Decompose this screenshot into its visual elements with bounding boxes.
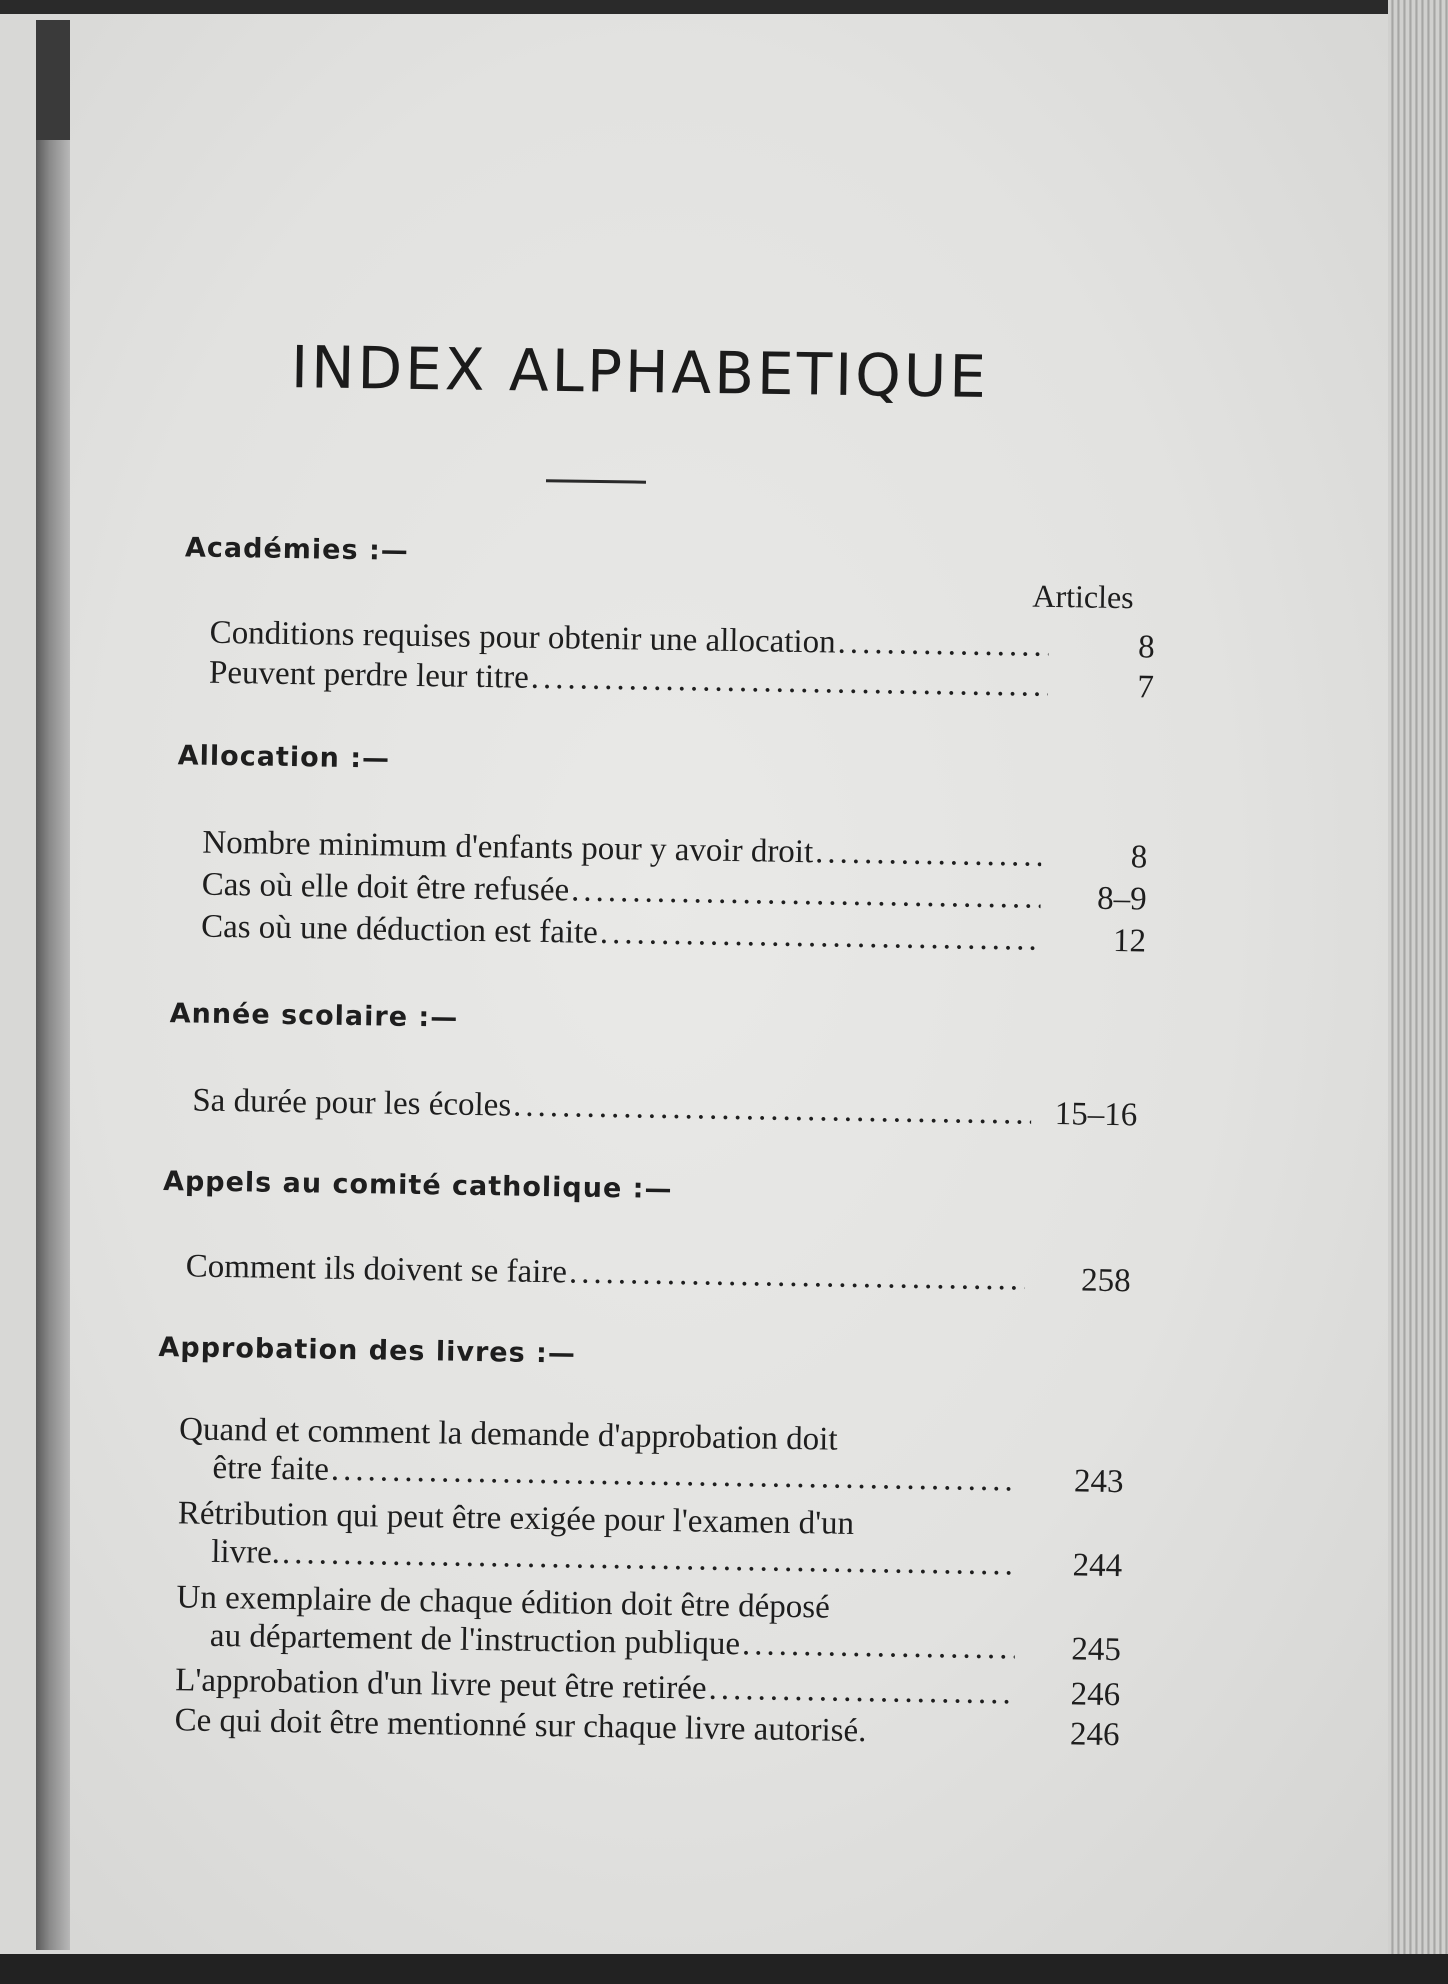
leader-dots	[837, 623, 1049, 666]
leader-dots	[708, 1669, 1014, 1714]
index-heading: Académies :—	[184, 532, 409, 567]
entry-text: Sa durée pour les écoles	[192, 1082, 512, 1124]
entry-text: L'approbation d'un livre peut être retirée	[174, 1662, 707, 1707]
leader-dots	[569, 1252, 1025, 1299]
index-heading: Allocation :—	[177, 740, 391, 775]
index-heading: Année scolaire :—	[169, 998, 459, 1034]
leader-dots	[513, 1086, 1032, 1134]
index-entry	[177, 1494, 1123, 1585]
index-entry	[178, 1410, 1124, 1501]
entry-text: Peuvent perdre leur titre	[208, 654, 530, 696]
entry-article-number: 8	[1130, 839, 1148, 876]
leader-dots	[571, 870, 1041, 917]
entry-article-number: 246	[1070, 1676, 1121, 1714]
page-stack-edge	[1388, 0, 1448, 1984]
leader-dots	[531, 658, 1049, 706]
index-entry	[176, 1578, 1122, 1669]
entry-text: Cas où elle doit être refusée	[201, 866, 570, 909]
entry-text: Conditions requises pour obtenir une allocation	[209, 614, 836, 661]
entry-article-number: 8–9	[1096, 880, 1147, 918]
entry-text: Quand et comment la demande d'approbation doit	[178, 1411, 838, 1458]
entry-article-number: 8	[1137, 629, 1155, 666]
entry-text: Cas où une déduction est faite	[200, 908, 599, 951]
entry-text-continued: être faite	[212, 1449, 330, 1488]
entry-text: Rétribution qui peut être exigée pour l'examen d'un	[177, 1495, 855, 1542]
entry-article-number: 246	[1069, 1716, 1120, 1754]
entry-article-number: 258	[1080, 1262, 1131, 1300]
articles-column-label: Articles	[1032, 577, 1134, 616]
index-heading: Approbation des livres :—	[158, 1332, 577, 1370]
leader-dots	[600, 913, 1041, 960]
entry-article-number: 244	[1072, 1547, 1123, 1585]
entry-text-continued: livre.	[210, 1533, 281, 1571]
leader-dots	[742, 1625, 1015, 1667]
index-entry	[192, 1081, 1138, 1136]
index-entry	[185, 1246, 1131, 1301]
entry-text: Nombre minimum d'enfants pour y avoir droit	[202, 824, 814, 871]
book-spine-shadow	[36, 20, 70, 140]
entry-text: Comment ils doivent se faire	[185, 1248, 568, 1291]
entry-article-number: 243	[1073, 1463, 1124, 1501]
entry-article-number: 12	[1112, 922, 1147, 960]
entry-text: Ce qui doit être mentionné sur chaque livre autorisé.	[174, 1702, 867, 1750]
entry-text: Un exemplaire de chaque édition doit être déposé	[176, 1579, 831, 1626]
entry-article-number: 245	[1071, 1631, 1122, 1669]
index-content	[55, 0, 1185, 1948]
page-title: INDEX ALPHABETIQUE	[290, 333, 990, 411]
entry-text-continued: au département de l'instruction publique	[209, 1617, 741, 1663]
leader-dots	[815, 832, 1042, 876]
scan-bottom-edge	[0, 1954, 1448, 1984]
entry-article-number: 7	[1137, 669, 1155, 706]
entry-article-number: 15–16	[1054, 1096, 1138, 1134]
index-heading: Appels au comité catholique :—	[162, 1166, 673, 1206]
